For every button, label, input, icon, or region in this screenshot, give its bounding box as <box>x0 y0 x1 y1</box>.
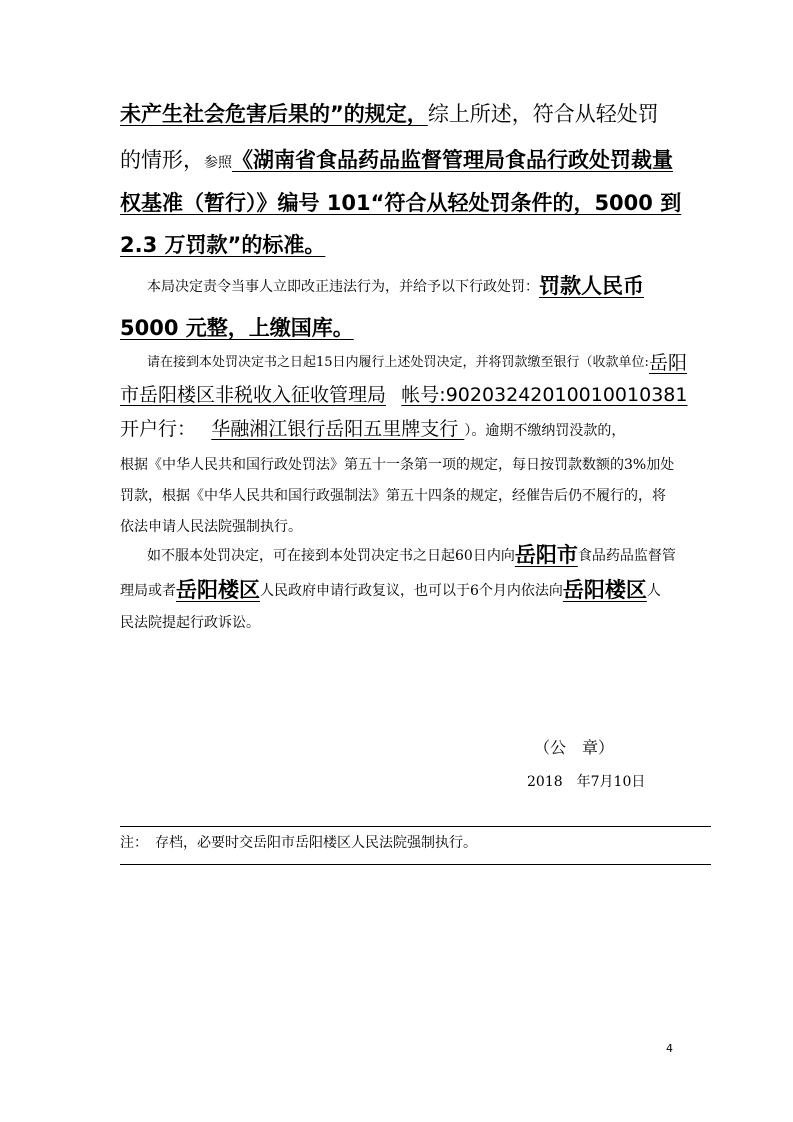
text: 如不服本处罚决定，可在接到本处罚决定书之日起60日内向 <box>147 548 515 564</box>
bold-text: 《湖南省食品药品监督管理局食品行政处罚裁量 <box>232 148 673 172</box>
text: 请在接到本处罚决定书之日起15日内履行上述处罚决定，并将罚款缴至银行（收款单位: <box>147 355 649 370</box>
bold-text: 岳阳市 <box>514 543 578 567</box>
account-label: 帐号: <box>401 384 446 406</box>
payment-line <box>120 386 687 405</box>
payment-line <box>120 420 625 439</box>
payment-line: 根据《中华人民共和国行政处罚法》第五十一条第一项的规定，每日按罚款数额的3%加处 <box>120 457 675 473</box>
bank-label: 开户行： <box>120 418 197 440</box>
account-number: 90203242010010010381 <box>445 384 688 406</box>
appeal-line: 民法院提起行政诉讼。 <box>120 615 260 631</box>
text: 逾期不缴纳罚没款的， <box>485 423 626 439</box>
bold-text: 岳阳楼区 <box>562 578 647 602</box>
paragraph-line <box>120 150 673 171</box>
payment-line <box>147 354 687 373</box>
text: 综上所述，符合从轻处罚 <box>427 102 659 126</box>
bold-text: 2.3 万罚款”的标准。 <box>120 233 326 257</box>
text: 理局或者 <box>120 583 176 599</box>
bold-text: 权基准（暂行）》编号 101“符合从轻处罚条件的，5000 到 <box>120 191 682 215</box>
text: 参照 <box>204 155 232 171</box>
text: 本局决定责令当事人立即改正违法行为，并给予以下行政处罚： <box>147 279 539 295</box>
text: 人 <box>646 583 661 599</box>
bank-name: 华融湘江银行岳阳五里牌支行 <box>211 418 459 440</box>
paragraph-line <box>120 193 681 214</box>
decision-line <box>147 276 644 297</box>
divider <box>120 826 711 827</box>
bold-text: 5000 元整，上缴国库。 <box>120 316 354 340</box>
date: 2018 年7月10日 <box>527 774 646 790</box>
text: 食品药品监督管 <box>577 548 676 564</box>
decision-line <box>120 318 354 339</box>
payment-line: 依法申请人民法院强制执行。 <box>120 519 302 535</box>
note: 注： 存档，必要时交岳阳市岳阳楼区人民法院强制执行。 <box>120 835 477 851</box>
seal-label: （公 章） <box>534 738 615 757</box>
text: 人民政府申请行政复议，也可以于6个月内依法向 <box>260 583 563 599</box>
bold-text: 岳阳楼区 <box>176 578 260 602</box>
text: ）。 <box>464 423 486 439</box>
receiver-unit: 岳阳 <box>648 352 687 374</box>
paragraph-line <box>120 104 659 125</box>
payment-line: 罚款，根据《中华人民共和国行政强制法》第五十四条的规定，经催告后仍不履行的，将 <box>120 488 666 504</box>
receiver-unit: 市岳阳楼区非税收入征收管理局 <box>120 384 387 406</box>
bold-text: 罚款人民币 <box>539 274 644 298</box>
paragraph-line <box>120 235 325 256</box>
page-number: 4 <box>666 1042 673 1055</box>
appeal-line <box>120 580 661 601</box>
divider <box>120 864 711 865</box>
bold-text: 未产生社会危害后果的”的规定， <box>120 102 428 126</box>
text: 的情形， <box>120 148 204 172</box>
appeal-line <box>147 545 676 566</box>
